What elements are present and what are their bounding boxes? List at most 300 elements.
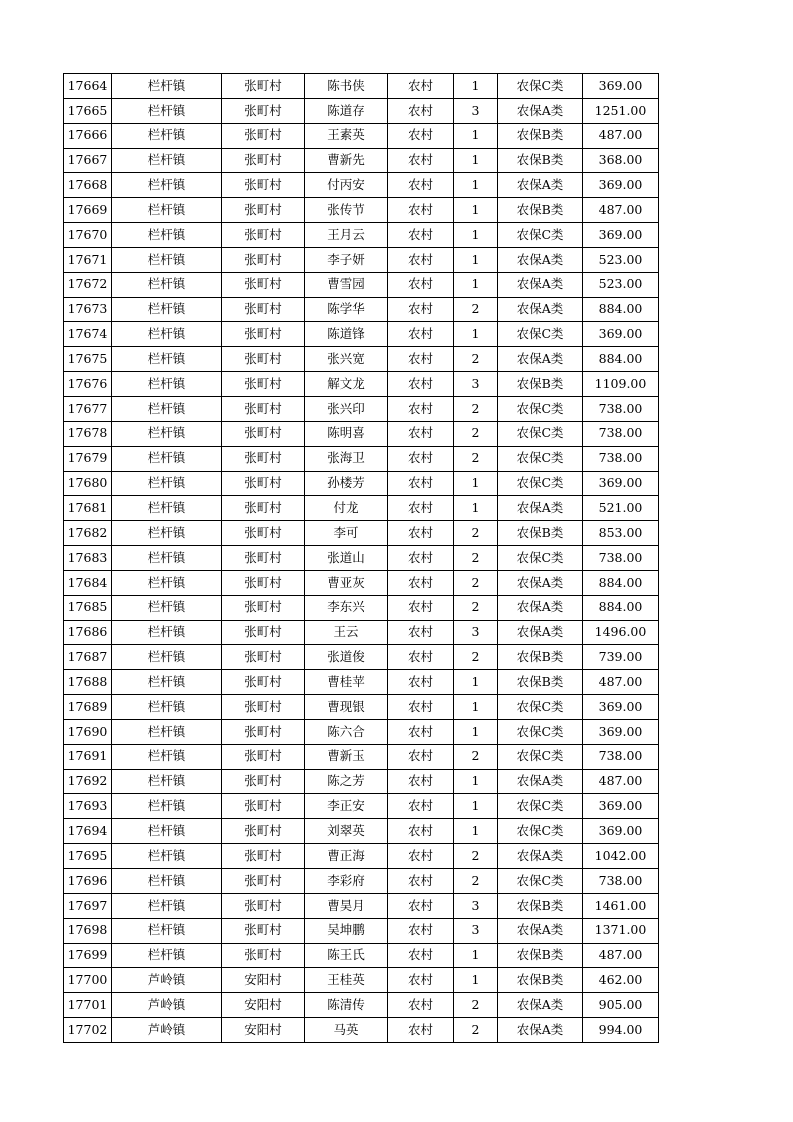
cell-insurance-category: 农保B类 xyxy=(498,893,583,918)
cell-amount: 739.00 xyxy=(583,645,659,670)
cell-town: 芦岭镇 xyxy=(112,968,222,993)
cell-residence-type: 农村 xyxy=(388,844,454,869)
cell-person-name: 李可 xyxy=(305,521,388,546)
cell-person-name: 张道山 xyxy=(305,546,388,571)
table-row xyxy=(64,446,659,471)
cell-person-name: 陈道存 xyxy=(305,98,388,123)
cell-residence-type: 农村 xyxy=(388,1018,454,1043)
cell-person-name: 马英 xyxy=(305,1018,388,1043)
cell-amount: 1461.00 xyxy=(583,893,659,918)
cell-town: 栏杆镇 xyxy=(112,123,222,148)
cell-village: 张町村 xyxy=(222,670,305,695)
cell-serial-number: 17678 xyxy=(64,421,112,446)
cell-person-name: 陈明喜 xyxy=(305,421,388,446)
cell-amount: 487.00 xyxy=(583,769,659,794)
cell-town: 栏杆镇 xyxy=(112,372,222,397)
table-row xyxy=(64,521,659,546)
cell-town: 栏杆镇 xyxy=(112,570,222,595)
cell-person-count: 1 xyxy=(454,794,498,819)
cell-person-name: 王云 xyxy=(305,620,388,645)
cell-person-count: 2 xyxy=(454,744,498,769)
cell-village: 张町村 xyxy=(222,819,305,844)
cell-person-count: 2 xyxy=(454,421,498,446)
cell-amount: 994.00 xyxy=(583,1018,659,1043)
cell-insurance-category: 农保C类 xyxy=(498,719,583,744)
cell-town: 栏杆镇 xyxy=(112,74,222,99)
cell-serial-number: 17675 xyxy=(64,347,112,372)
cell-person-count: 1 xyxy=(454,223,498,248)
cell-person-name: 李子妍 xyxy=(305,247,388,272)
cell-village: 张町村 xyxy=(222,223,305,248)
table-row xyxy=(64,819,659,844)
cell-person-name: 陈之芳 xyxy=(305,769,388,794)
cell-town: 栏杆镇 xyxy=(112,247,222,272)
cell-amount: 884.00 xyxy=(583,595,659,620)
cell-residence-type: 农村 xyxy=(388,595,454,620)
cell-town: 栏杆镇 xyxy=(112,297,222,322)
cell-town: 栏杆镇 xyxy=(112,719,222,744)
cell-person-count: 3 xyxy=(454,918,498,943)
cell-residence-type: 农村 xyxy=(388,968,454,993)
cell-serial-number: 17700 xyxy=(64,968,112,993)
cell-insurance-category: 农保A类 xyxy=(498,247,583,272)
cell-residence-type: 农村 xyxy=(388,993,454,1018)
cell-amount: 738.00 xyxy=(583,869,659,894)
cell-insurance-category: 农保A类 xyxy=(498,620,583,645)
cell-town: 栏杆镇 xyxy=(112,744,222,769)
cell-amount: 487.00 xyxy=(583,123,659,148)
cell-amount: 738.00 xyxy=(583,421,659,446)
cell-person-count: 1 xyxy=(454,247,498,272)
cell-town: 栏杆镇 xyxy=(112,148,222,173)
cell-person-name: 曹新先 xyxy=(305,148,388,173)
cell-person-name: 张传节 xyxy=(305,198,388,223)
cell-residence-type: 农村 xyxy=(388,173,454,198)
cell-insurance-category: 农保B类 xyxy=(498,968,583,993)
cell-residence-type: 农村 xyxy=(388,570,454,595)
cell-residence-type: 农村 xyxy=(388,695,454,720)
cell-person-name: 曹现银 xyxy=(305,695,388,720)
table-row xyxy=(64,496,659,521)
cell-serial-number: 17674 xyxy=(64,322,112,347)
table-row xyxy=(64,297,659,322)
cell-serial-number: 17697 xyxy=(64,893,112,918)
cell-town: 栏杆镇 xyxy=(112,272,222,297)
cell-insurance-category: 农保C类 xyxy=(498,869,583,894)
cell-town: 栏杆镇 xyxy=(112,446,222,471)
cell-person-name: 刘翠英 xyxy=(305,819,388,844)
cell-insurance-category: 农保C类 xyxy=(498,819,583,844)
cell-village: 张町村 xyxy=(222,347,305,372)
cell-town: 栏杆镇 xyxy=(112,893,222,918)
cell-village: 张町村 xyxy=(222,322,305,347)
cell-serial-number: 17693 xyxy=(64,794,112,819)
cell-person-count: 1 xyxy=(454,695,498,720)
table-row xyxy=(64,322,659,347)
cell-amount: 369.00 xyxy=(583,819,659,844)
cell-village: 张町村 xyxy=(222,297,305,322)
cell-person-count: 1 xyxy=(454,769,498,794)
cell-village: 张町村 xyxy=(222,123,305,148)
cell-amount: 884.00 xyxy=(583,347,659,372)
table-row xyxy=(64,695,659,720)
table-row xyxy=(64,372,659,397)
cell-village: 张町村 xyxy=(222,918,305,943)
cell-town: 栏杆镇 xyxy=(112,645,222,670)
cell-residence-type: 农村 xyxy=(388,297,454,322)
cell-insurance-category: 农保A类 xyxy=(498,173,583,198)
cell-insurance-category: 农保A类 xyxy=(498,993,583,1018)
cell-residence-type: 农村 xyxy=(388,98,454,123)
cell-insurance-category: 农保B类 xyxy=(498,670,583,695)
cell-town: 栏杆镇 xyxy=(112,595,222,620)
cell-person-count: 1 xyxy=(454,272,498,297)
cell-insurance-category: 农保A类 xyxy=(498,347,583,372)
cell-person-count: 2 xyxy=(454,1018,498,1043)
cell-person-count: 2 xyxy=(454,396,498,421)
cell-serial-number: 17684 xyxy=(64,570,112,595)
cell-amount: 369.00 xyxy=(583,173,659,198)
table-row xyxy=(64,98,659,123)
cell-amount: 738.00 xyxy=(583,446,659,471)
cell-amount: 853.00 xyxy=(583,521,659,546)
cell-person-count: 2 xyxy=(454,297,498,322)
cell-residence-type: 农村 xyxy=(388,546,454,571)
cell-serial-number: 17667 xyxy=(64,148,112,173)
cell-insurance-category: 农保C类 xyxy=(498,744,583,769)
cell-town: 栏杆镇 xyxy=(112,546,222,571)
cell-person-name: 曹正海 xyxy=(305,844,388,869)
table-row xyxy=(64,620,659,645)
benefit-roster-table xyxy=(63,73,659,1043)
cell-residence-type: 农村 xyxy=(388,471,454,496)
cell-person-count: 3 xyxy=(454,98,498,123)
cell-person-count: 2 xyxy=(454,993,498,1018)
cell-person-name: 张海卫 xyxy=(305,446,388,471)
table-row xyxy=(64,993,659,1018)
cell-person-name: 李彩府 xyxy=(305,869,388,894)
table-row xyxy=(64,198,659,223)
cell-person-count: 2 xyxy=(454,645,498,670)
cell-village: 张町村 xyxy=(222,744,305,769)
cell-serial-number: 17702 xyxy=(64,1018,112,1043)
cell-insurance-category: 农保A类 xyxy=(498,570,583,595)
table-row xyxy=(64,347,659,372)
cell-village: 张町村 xyxy=(222,695,305,720)
table-row xyxy=(64,943,659,968)
cell-person-name: 曹桂苹 xyxy=(305,670,388,695)
cell-insurance-category: 农保C类 xyxy=(498,223,583,248)
cell-town: 栏杆镇 xyxy=(112,794,222,819)
cell-town: 芦岭镇 xyxy=(112,1018,222,1043)
cell-amount: 738.00 xyxy=(583,744,659,769)
cell-residence-type: 农村 xyxy=(388,74,454,99)
cell-residence-type: 农村 xyxy=(388,446,454,471)
cell-village: 张町村 xyxy=(222,471,305,496)
cell-amount: 523.00 xyxy=(583,247,659,272)
cell-insurance-category: 农保A类 xyxy=(498,844,583,869)
table-row xyxy=(64,670,659,695)
cell-village: 张町村 xyxy=(222,844,305,869)
table-row xyxy=(64,595,659,620)
cell-insurance-category: 农保A类 xyxy=(498,1018,583,1043)
cell-village: 张町村 xyxy=(222,719,305,744)
cell-village: 张町村 xyxy=(222,148,305,173)
cell-residence-type: 农村 xyxy=(388,123,454,148)
cell-insurance-category: 农保C类 xyxy=(498,396,583,421)
cell-person-name: 张兴宽 xyxy=(305,347,388,372)
cell-town: 栏杆镇 xyxy=(112,98,222,123)
table-row xyxy=(64,918,659,943)
cell-serial-number: 17665 xyxy=(64,98,112,123)
cell-person-count: 1 xyxy=(454,173,498,198)
cell-serial-number: 17676 xyxy=(64,372,112,397)
cell-person-count: 2 xyxy=(454,869,498,894)
cell-town: 栏杆镇 xyxy=(112,943,222,968)
cell-residence-type: 农村 xyxy=(388,620,454,645)
cell-residence-type: 农村 xyxy=(388,819,454,844)
cell-town: 栏杆镇 xyxy=(112,471,222,496)
table-row xyxy=(64,173,659,198)
cell-insurance-category: 农保B类 xyxy=(498,148,583,173)
cell-residence-type: 农村 xyxy=(388,869,454,894)
cell-village: 张町村 xyxy=(222,496,305,521)
cell-amount: 369.00 xyxy=(583,719,659,744)
cell-amount: 369.00 xyxy=(583,322,659,347)
cell-person-name: 陈书侠 xyxy=(305,74,388,99)
cell-person-name: 解文龙 xyxy=(305,372,388,397)
cell-serial-number: 17687 xyxy=(64,645,112,670)
cell-serial-number: 17681 xyxy=(64,496,112,521)
cell-serial-number: 17688 xyxy=(64,670,112,695)
cell-serial-number: 17694 xyxy=(64,819,112,844)
table-row xyxy=(64,421,659,446)
cell-residence-type: 农村 xyxy=(388,918,454,943)
cell-person-count: 1 xyxy=(454,719,498,744)
cell-amount: 369.00 xyxy=(583,794,659,819)
cell-village: 张町村 xyxy=(222,173,305,198)
cell-person-name: 孙楼芳 xyxy=(305,471,388,496)
cell-town: 栏杆镇 xyxy=(112,198,222,223)
cell-person-count: 3 xyxy=(454,620,498,645)
cell-serial-number: 17701 xyxy=(64,993,112,1018)
cell-insurance-category: 农保A类 xyxy=(498,496,583,521)
table-row xyxy=(64,794,659,819)
cell-person-count: 1 xyxy=(454,496,498,521)
cell-amount: 521.00 xyxy=(583,496,659,521)
cell-insurance-category: 农保A类 xyxy=(498,272,583,297)
cell-village: 张町村 xyxy=(222,98,305,123)
cell-residence-type: 农村 xyxy=(388,769,454,794)
cell-town: 栏杆镇 xyxy=(112,670,222,695)
cell-amount: 462.00 xyxy=(583,968,659,993)
cell-person-name: 曹新玉 xyxy=(305,744,388,769)
cell-town: 栏杆镇 xyxy=(112,173,222,198)
table-row xyxy=(64,968,659,993)
cell-amount: 369.00 xyxy=(583,74,659,99)
cell-person-count: 1 xyxy=(454,123,498,148)
table-row xyxy=(64,744,659,769)
cell-serial-number: 17692 xyxy=(64,769,112,794)
cell-person-count: 2 xyxy=(454,521,498,546)
cell-residence-type: 农村 xyxy=(388,247,454,272)
cell-person-count: 2 xyxy=(454,844,498,869)
cell-amount: 884.00 xyxy=(583,570,659,595)
cell-serial-number: 17698 xyxy=(64,918,112,943)
cell-person-name: 李正安 xyxy=(305,794,388,819)
cell-person-count: 1 xyxy=(454,198,498,223)
cell-village: 张町村 xyxy=(222,546,305,571)
cell-insurance-category: 农保B类 xyxy=(498,198,583,223)
cell-village: 安阳村 xyxy=(222,1018,305,1043)
cell-person-name: 陈王氏 xyxy=(305,943,388,968)
table-row xyxy=(64,893,659,918)
cell-residence-type: 农村 xyxy=(388,272,454,297)
table-row xyxy=(64,719,659,744)
cell-serial-number: 17686 xyxy=(64,620,112,645)
cell-residence-type: 农村 xyxy=(388,794,454,819)
cell-village: 张町村 xyxy=(222,372,305,397)
cell-residence-type: 农村 xyxy=(388,893,454,918)
cell-person-name: 陈学华 xyxy=(305,297,388,322)
cell-person-count: 1 xyxy=(454,74,498,99)
cell-town: 芦岭镇 xyxy=(112,993,222,1018)
cell-residence-type: 农村 xyxy=(388,347,454,372)
table-row xyxy=(64,769,659,794)
cell-town: 栏杆镇 xyxy=(112,869,222,894)
cell-person-count: 2 xyxy=(454,546,498,571)
table-row xyxy=(64,645,659,670)
cell-serial-number: 17690 xyxy=(64,719,112,744)
cell-serial-number: 17679 xyxy=(64,446,112,471)
cell-village: 张町村 xyxy=(222,198,305,223)
cell-person-name: 李东兴 xyxy=(305,595,388,620)
cell-serial-number: 17673 xyxy=(64,297,112,322)
cell-residence-type: 农村 xyxy=(388,496,454,521)
cell-village: 张町村 xyxy=(222,74,305,99)
cell-amount: 487.00 xyxy=(583,943,659,968)
cell-person-count: 2 xyxy=(454,595,498,620)
cell-amount: 1371.00 xyxy=(583,918,659,943)
cell-amount: 1496.00 xyxy=(583,620,659,645)
cell-person-count: 3 xyxy=(454,372,498,397)
cell-residence-type: 农村 xyxy=(388,223,454,248)
cell-insurance-category: 农保B类 xyxy=(498,372,583,397)
cell-village: 张町村 xyxy=(222,247,305,272)
cell-amount: 1109.00 xyxy=(583,372,659,397)
cell-serial-number: 17683 xyxy=(64,546,112,571)
cell-insurance-category: 农保C类 xyxy=(498,471,583,496)
cell-insurance-category: 农保B类 xyxy=(498,645,583,670)
cell-person-name: 王月云 xyxy=(305,223,388,248)
cell-serial-number: 17699 xyxy=(64,943,112,968)
cell-insurance-category: 农保C类 xyxy=(498,322,583,347)
cell-residence-type: 农村 xyxy=(388,198,454,223)
table-row xyxy=(64,74,659,99)
cell-insurance-category: 农保B类 xyxy=(498,521,583,546)
cell-town: 栏杆镇 xyxy=(112,496,222,521)
table-row xyxy=(64,247,659,272)
cell-residence-type: 农村 xyxy=(388,521,454,546)
cell-amount: 368.00 xyxy=(583,148,659,173)
cell-town: 栏杆镇 xyxy=(112,396,222,421)
cell-person-name: 付丙安 xyxy=(305,173,388,198)
cell-serial-number: 17696 xyxy=(64,869,112,894)
cell-amount: 738.00 xyxy=(583,396,659,421)
cell-village: 张町村 xyxy=(222,595,305,620)
cell-village: 张町村 xyxy=(222,869,305,894)
cell-town: 栏杆镇 xyxy=(112,347,222,372)
cell-person-name: 曹雪园 xyxy=(305,272,388,297)
cell-person-count: 2 xyxy=(454,446,498,471)
cell-person-count: 1 xyxy=(454,148,498,173)
cell-residence-type: 农村 xyxy=(388,719,454,744)
cell-person-count: 2 xyxy=(454,570,498,595)
cell-person-name: 张兴印 xyxy=(305,396,388,421)
cell-village: 张町村 xyxy=(222,794,305,819)
cell-residence-type: 农村 xyxy=(388,645,454,670)
cell-town: 栏杆镇 xyxy=(112,769,222,794)
cell-town: 栏杆镇 xyxy=(112,620,222,645)
cell-amount: 369.00 xyxy=(583,695,659,720)
cell-person-count: 1 xyxy=(454,322,498,347)
cell-person-name: 吴坤鹏 xyxy=(305,918,388,943)
cell-residence-type: 农村 xyxy=(388,396,454,421)
table-row xyxy=(64,396,659,421)
cell-serial-number: 17664 xyxy=(64,74,112,99)
cell-insurance-category: 农保C类 xyxy=(498,74,583,99)
cell-amount: 905.00 xyxy=(583,993,659,1018)
benefit-table-body xyxy=(64,74,659,1043)
cell-insurance-category: 农保C类 xyxy=(498,446,583,471)
cell-serial-number: 17668 xyxy=(64,173,112,198)
cell-person-count: 2 xyxy=(454,347,498,372)
cell-residence-type: 农村 xyxy=(388,148,454,173)
cell-amount: 738.00 xyxy=(583,546,659,571)
cell-person-name: 王桂英 xyxy=(305,968,388,993)
table-row xyxy=(64,869,659,894)
cell-serial-number: 17669 xyxy=(64,198,112,223)
table-row xyxy=(64,272,659,297)
cell-person-name: 陈六合 xyxy=(305,719,388,744)
cell-amount: 523.00 xyxy=(583,272,659,297)
cell-serial-number: 17672 xyxy=(64,272,112,297)
cell-town: 栏杆镇 xyxy=(112,819,222,844)
table-row xyxy=(64,148,659,173)
cell-person-count: 1 xyxy=(454,943,498,968)
cell-amount: 1042.00 xyxy=(583,844,659,869)
cell-serial-number: 17666 xyxy=(64,123,112,148)
cell-person-count: 3 xyxy=(454,893,498,918)
cell-residence-type: 农村 xyxy=(388,943,454,968)
cell-insurance-category: 农保A类 xyxy=(498,769,583,794)
cell-insurance-category: 农保B类 xyxy=(498,943,583,968)
cell-residence-type: 农村 xyxy=(388,372,454,397)
cell-amount: 487.00 xyxy=(583,670,659,695)
cell-person-name: 陈道锋 xyxy=(305,322,388,347)
cell-town: 栏杆镇 xyxy=(112,223,222,248)
cell-insurance-category: 农保A类 xyxy=(498,297,583,322)
cell-residence-type: 农村 xyxy=(388,670,454,695)
cell-person-name: 陈清传 xyxy=(305,993,388,1018)
cell-village: 张町村 xyxy=(222,943,305,968)
cell-serial-number: 17689 xyxy=(64,695,112,720)
table-row xyxy=(64,844,659,869)
table-row xyxy=(64,123,659,148)
table-row xyxy=(64,546,659,571)
cell-serial-number: 17680 xyxy=(64,471,112,496)
cell-serial-number: 17677 xyxy=(64,396,112,421)
